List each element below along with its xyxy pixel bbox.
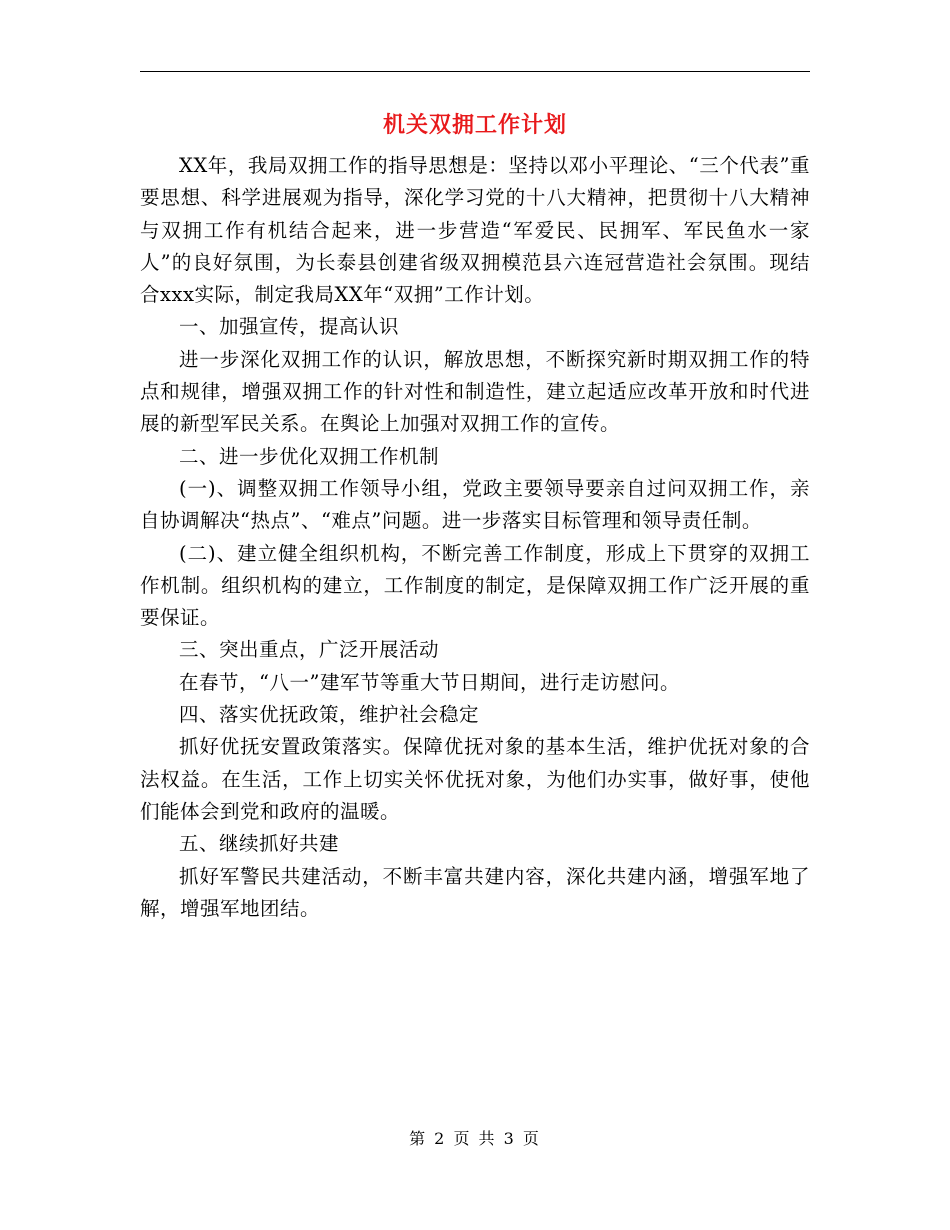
- section-paragraph-5: 抓好军警民共建活动，不断丰富共建内容，深化共建内涵，增强军地了解，增强军地团结。: [140, 864, 810, 920]
- document-title: 机关双拥工作计划: [382, 112, 567, 138]
- section-heading-5: 五、继续抓好共建: [179, 832, 340, 856]
- header-rule: [140, 71, 810, 72]
- section-heading-4: 四、落实优抚政策，维护社会稳定: [179, 703, 480, 727]
- section-heading-3: 三、突出重点，广泛开展活动: [179, 638, 440, 662]
- intro-paragraph: XX年，我局双拥工作的指导思想是：坚持以邓小平理论、“三个代表”重要思想、科学进展观为指导，深化学习党的十八大精神，把贯彻十八大精神与双拥工作有机结合起来，进一步营造“军爱民、民拥军、军民鱼水一家人”的良好氛围，为长泰县创建省级双拥模范县六连冠营造社会氛围。现结合xxx实际，制定我局XX年“双拥”工作计划。: [140, 154, 810, 307]
- section-paragraph-1: 进一步深化双拥工作的认识，解放思想，不断探究新时期双拥工作的特点和规律，增强双拥工作的针对性和制造性，建立起适应改革开放和时代进展的新型军民关系。在舆论上加强对双拥工作的宣传。: [140, 347, 810, 436]
- section-heading-1: 一、加强宣传，提高认识: [179, 315, 400, 339]
- section-paragraph-3: 在春节，“八一”建军节等重大节日期间，进行走访慰问。: [179, 670, 680, 694]
- section-paragraph-2-1: (一)、调整双拥工作领导小组，党政主要领导要亲自过问双拥工作，亲自协调解决“热点”、“难点”问题。进一步落实目标管理和领导责任制。: [140, 476, 810, 533]
- page-number-footer: 第 2 页 共 3 页: [409, 1129, 541, 1148]
- section-paragraph-2-2: (二)、建立健全组织机构，不断完善工作制度，形成上下贯穿的双拥工作机制。组织机构的建立，工作制度的制定，是保障双拥工作广泛开展的重要保证。: [140, 541, 810, 630]
- section-heading-2: 二、进一步优化双拥工作机制: [179, 444, 440, 468]
- section-paragraph-4: 抓好优抚安置政策落实。保障优抚对象的基本生活，维护优抚对象的合法权益。在生活，工作上切实关怀优抚对象，为他们办实事，做好事，使他们能体会到党和政府的温暖。: [140, 735, 810, 823]
- document-body: [140, 150, 810, 925]
